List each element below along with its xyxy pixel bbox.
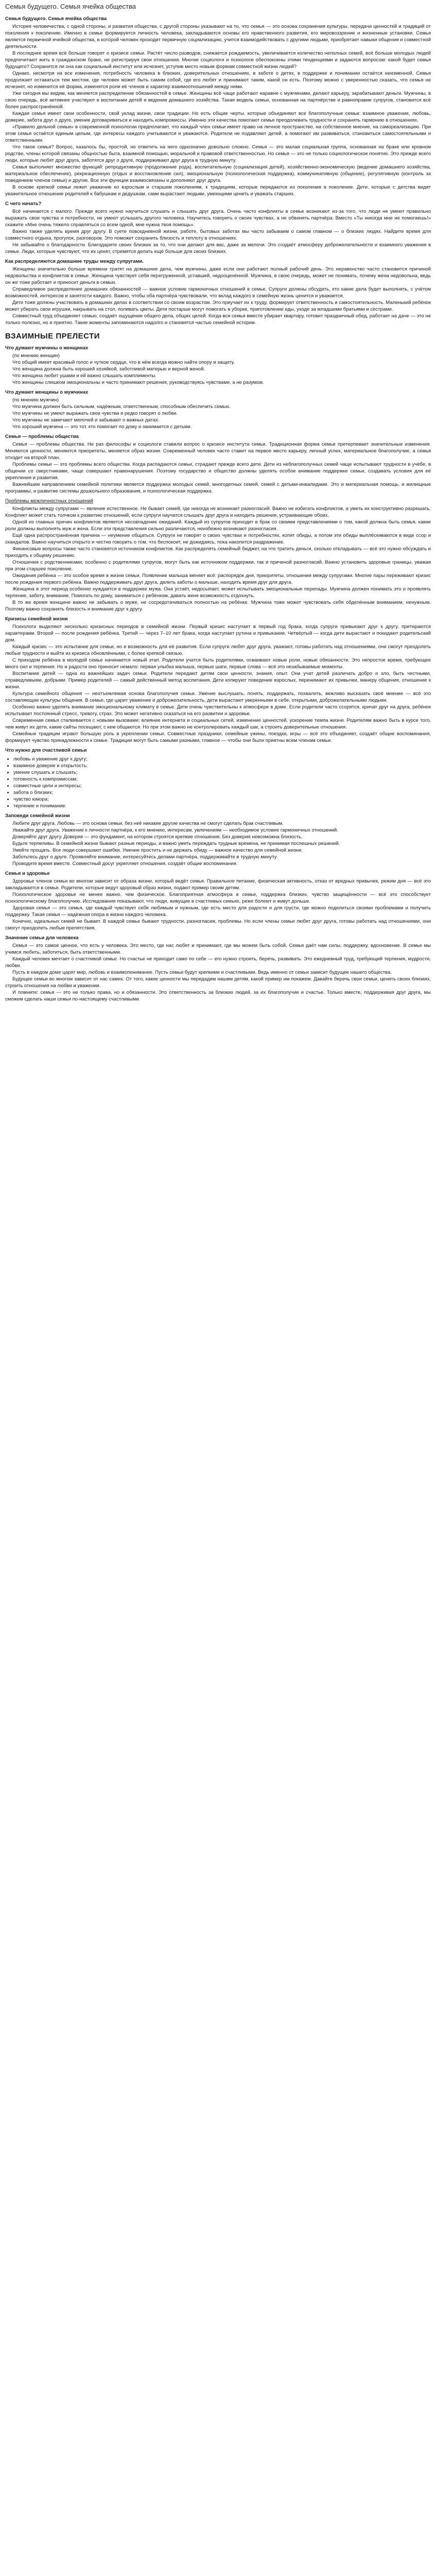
paragraph: Проводите время вместе. Совместный досуг укрепляет отношения, создаёт общие воспоминания. xyxy=(12,861,238,867)
paragraph: Конечно, идеальных семей не бывает. В каждой семье бывают трудности, разногласия, проблемы. Но если члены семьи любят друг друга, готовы работать над отношениями, они смогут преодолеть любые препятствия. xyxy=(5,919,431,931)
list-item: • взаимное доверие и открытость; xyxy=(13,762,431,769)
paragraph: Что мужчины не умеют выражать свои чувства и редко говорят о любви. xyxy=(12,411,178,416)
paragraph: Каждая семья имеет свои особенности, свой уклад жизни, свои традиции. Но есть общие черты, которые объединяют все благополучные семьи: взаимное уважение, любовь, доверие, забота друг о друге, умение договариваться и находить компромиссы. Именно эти качества помогают семье преодолевать трудности и сохранять гармонию в отношениях. xyxy=(5,111,431,123)
article-section xyxy=(5,870,431,931)
paragraph: «Правило дельной семьи» в современной психологии предполагает, что каждый член семьи имеет право на личное пространство, на собственное мнение, на самореализацию. При этом семья остаётся единым целым, где интересы каждого учитываются и уважаются. Родители не подавляют детей, а помогают им развиваться, становиться самостоятельными и ответственными. xyxy=(5,124,431,143)
section-heading: Кризисы семейной жизни xyxy=(5,616,68,622)
article-section xyxy=(5,389,431,430)
paragraph: Ещё одна распространённая причина — неумение общаться. Супруги не говорят о своих чувствах и потребностях, копят обиды, а потом эти обиды выплёскиваются в виде ссор и скандалов. Важно научиться открыто и честно говорить о том, что беспокоит, не дожидаясь, пока накопится раздражение. xyxy=(5,533,431,545)
article-section xyxy=(5,935,431,1003)
happy-family-list xyxy=(5,756,431,809)
paragraph: Умейте прощать. Все люди совершают ошибки. Умение простить и не держать обиду — важное качество для семейной жизни. xyxy=(12,848,303,853)
page-title: Семья будущего. Семья ячейка общества xyxy=(5,3,136,10)
paragraph: Доверяйте друг другу. Доверие — это фундамент, на котором строятся крепкие отношения. Без доверия невозможна близость. xyxy=(12,834,303,840)
paragraph: Проблемы семьи — это проблемы всего общества. Когда распадаются семьи, страдают прежде всего дети. Дети из неблагополучных семей чаще испытывают трудности в учёбе, в общении со сверстниками, чаще совершают правонарушения. Поэтому государство и общество должны уделять особое внимание поддержке семьи, создавать условия для её укрепления и развития. xyxy=(5,462,431,481)
article-section xyxy=(5,498,431,613)
section-heading: Что думают мужчины о женщинах xyxy=(5,345,89,351)
paragraph: Что женщины слишком эмоциональны и часто принимают решения, руководствуясь чувствами, а не разумом. xyxy=(12,380,264,385)
section-heading: Семья и здоровье xyxy=(5,871,50,876)
article-section xyxy=(5,812,431,867)
article-section xyxy=(5,200,431,255)
paragraph: Семья — это самое ценное, что есть у человека. Это место, где нас любят и принимают, где мы можем быть собой. Семья даёт нам силы, поддержку, вдохновение. В семье мы учимся любить, заботиться, быть ответственными. xyxy=(5,943,431,955)
paragraph: Женщины значительно больше времени тратят на домашние дела, чем мужчины, даже если они работают полный рабочий день. Это неравенство часто становится причиной недовольства и конфликтов в семье. Женщина чувствует себя перегруженной, уставшей, недооценённой. Мужчина, в свою очередь, может не понимать, почему жена недовольна, ведь он же тоже работает и приносит деньги в семью. xyxy=(5,266,431,285)
section-heading: Семья — проблемы общества xyxy=(5,434,79,439)
article-section xyxy=(5,331,431,342)
paragraph: Особенно важно уделять внимание эмоциональному климату в семье. Дети очень чувствительны к атмосфере в доме. Если родители часто ссорятся, кричат друг на друга, ребёнок испытывает постоянный стресс, тревогу, страх. Это может негативно сказаться на его развитии и здоровье. xyxy=(5,704,431,717)
paragraph: Здоровая семья — это семья, где каждый чувствует себя любимым и нужным, где есть место для радости и для грусти, где можно поделиться своими проблемами и получить поддержку. Такая семья — надёжная опора в жизни каждого человека. xyxy=(5,905,431,918)
paragraph: Всё начинается с малого. Прежде всего нужно научиться слушать и слышать друг друга. Очень часто конфликты в семье возникают из-за того, что люди не умеют правильно выражать свои чувства и потребности, не умеют услышать другого человека. Научитесь говорить о своих чувствах, а не обвинять партнёра. Вместо «Ты никогда мне не помогаешь!» скажите «Мне очень тяжело справляться со всем одной, мне нужна твоя помощь». xyxy=(5,209,431,228)
list-item: • забота о близких; xyxy=(13,789,431,796)
paragraph: Современная семья сталкивается с новыми вызовами: влияние интернета и социальных сетей, изменение ценностей, ускорение темпа жизни. Родителям важно быть в курсе того, чем живут их дети, какие сайты посещают, с кем общаются. Но при этом важно не контролировать каждый шаг, а строить доверительные отношения. xyxy=(5,718,431,730)
paragraph: Однако, несмотря на все изменения, потребность человека в близких, доверительных отношениях, в заботе о детях, в поддержке и понимании остаётся неизменной. Семья продолжает оставаться тем местом, где человек может быть самим собой, где его любят и принимают таким, какой он есть. Поэтому можно с уверенностью сказать, что семья не исчезнет, но изменится её форма, изменятся роли её членов и характер взаимоотношений между ними. xyxy=(5,71,431,90)
article-section xyxy=(5,258,431,326)
section-heading: Проблемы межличностных отношений xyxy=(5,498,93,504)
paragraph: Не забывайте о благодарности. Благодарите своих близких за то, что они делают для вас, даже за мелочи. Это создаёт атмосферу доброжелательности и взаимного уважения в семье. Люди, которые чувствуют, что их ценят, стремятся делать ещё больше для своих близких. xyxy=(5,242,431,255)
list-item: • готовность к компромиссам; xyxy=(13,776,431,783)
paragraph: Дети тоже должны участвовать в домашних делах в соответствии со своим возрастом. Это приучает их к труду, формирует ответственность и самостоятельность. Маленький ребёнок может убирать свои игрушки, накрывать на стол, поливать цветы. Дети постарше могут помогать в уборке, приготовлении еды, уходе за младшими братьями и сёстрами. xyxy=(5,300,431,312)
paragraph: Что женщина любит ушами и ей важно слышать комплименты. xyxy=(12,373,156,379)
article-body xyxy=(5,15,431,1003)
paragraph: Что хороший мужчина — это тот, кто помогает по дому и занимается с детьми. xyxy=(12,424,192,430)
paragraph: Каждый человек мечтает о счастливой семье. Но счастье не приходит само по себе — его нужно строить, беречь, развивать. Это ежедневный труд, требующий терпения, мудрости, любви. xyxy=(5,956,431,969)
paragraph: Справедливое распределение домашних обязанностей — важное условие гармоничных отношений в семье. Супруги должны обсудить, кто какие дела будет выполнять, с учётом возможностей, интересов и занятости каждого. Важно, чтобы оба партнёра чувствовали, что вклад каждого в семейную жизнь ценится и уважается. xyxy=(5,286,431,299)
article-section xyxy=(5,433,431,495)
paragraph: Совместный труд объединяет семью, создаёт ощущение общего дела, общих целей. Когда вся семья вместе убирает квартиру, готовит праздничный обед, работает на даче — это не только полезно, но и приятно. Такие моменты запоминаются надолго и становятся частью семейной истории. xyxy=(5,313,431,326)
section-heading: Семья будущего. Семья ячейка общества xyxy=(5,16,107,22)
paragraph: Заботьтесь друг о друге. Проявляйте внимание, интересуйтесь делами партнёра, поддерживайте в трудную минуту. xyxy=(12,854,278,860)
paragraph: Что женщина должна быть хорошей хозяйкой, заботливой матерью и верной женой. xyxy=(12,366,205,372)
article-section xyxy=(5,345,431,386)
paragraph: В основе крепкой семьи лежит уважение ко взрослым и старшим поколениям, к традициям, которые передаются из поколения в поколение. Дети, которые с детства видят уважительное отношение родителей к бабушкам и дедушкам, сами вырастают людьми, умеющими ценить и уважать старших. xyxy=(5,184,431,197)
section-heading: Заповеди семейной жизни xyxy=(5,813,70,819)
paragraph: Семья — проблемы общества. Не раз философы и социологи ставили вопрос о кризисе института семьи. Традиционная форма семьи претерпевает значительные изменения. Меняются ценности, меняются приоритеты, меняется образ жизни. Современный человек часто ставит на первое место карьеру, личный успех, материальное благополучие, а семья отходит на второй план. xyxy=(5,442,431,461)
paragraph: Психологическое здоровье не менее важно, чем физическое. Благоприятная атмосфера в семье, поддержка близких, чувство защищённости — всё это способствует психологическому благополучию. Исследования показывают, что люди, живущие в счастливых семьях, реже болеют и живут дольше. xyxy=(5,892,431,904)
section-heading: Значение семьи для человека xyxy=(5,935,79,941)
paragraph: Пусть в каждом доме царят мир, любовь и взаимопонимание. Пусть семьи будут крепкими и счастливыми. Ведь именно от семьи зависит будущее нашего общества. xyxy=(12,970,392,975)
paragraph: Уже сегодня мы видим, как меняется распределение обязанностей в семье. Женщины всё чаще работают наравне с мужчинами, делают карьеру, зарабатывают деньги. Мужчины, в свою очередь, всё активнее участвуют в воспитании детей и ведении домашнего хозяйства. Такая модель семьи, основанная на партнёрстве и равноправии супругов, становится всё более распространённой. xyxy=(5,91,431,110)
paragraph: Любите друг друга. Любовь — это основа семьи, без неё никакие другие качества не смогут сделать брак счастливым. xyxy=(12,821,284,826)
section-heading: С чего начать? xyxy=(5,201,42,207)
paragraph: Конфликты между супругами — явление естественное. Не бывает семей, где никогда не возникает разногласий. Важно не избегать конфликтов, а уметь их конструктивно разрешать. Конфликт может стать толчком к развитию отношений, если супруги научатся слышать друг друга и находить решения, устраивающие обоих. xyxy=(5,506,431,518)
paragraph: И помните: семья — это не только права, но и обязанности. Это ответственность за близких людей, за их благополучие и счастье. Только вместе, поддерживая друг друга, мы сможем сделать наши семьи по-настоящему счастливыми. xyxy=(5,990,431,1002)
paragraph: Будущее семьи во многом зависит от нас самих. От того, какие ценности мы передадим нашим детям, какой пример им покажем. Давайте беречь свои семьи, ценить своих близких, строить отношения на любви и уважении. xyxy=(5,976,431,989)
paragraph: История человечества, с одной стороны, и развития общества, с другой стороны указывают на то, что семья — это основа сохранения культуры, передачи ценностей и традиций от поколения к поколению. Именно в семье формируется личность человека, закладываются основы его нравственного развития, его мировоззрение и жизненные установки. Семья является первичной ячейкой общества, в которой человек проходит первичную социализацию, учится взаимодействовать с другими людьми, приобретает навыки общения и совместной деятельности. xyxy=(5,24,431,49)
list-item: • совместные цели и интересы; xyxy=(13,783,431,789)
paragraph: С приходом ребёнка в молодой семье начинается новый этап. Родители учатся быть родителями, осваивают новые роли, новые обязанности. Это непростое время, требующее много сил и терпения. Но и радости оно приносит немало: первая улыбка малыша, первые шаги, первые слова — всё это незабываемые моменты. xyxy=(5,657,431,670)
paragraph: Здоровье членов семьи во многом зависит от образа жизни, который ведёт семья. Правильное питание, физическая активность, отказ от вредных привычек, режим дня — всё это закладывается в семье. Родители, которые ведут здоровый образ жизни, подают пример своим детям. xyxy=(5,878,431,891)
paragraph: Финансовые вопросы также часто становятся источником конфликтов. Как распределять семейный бюджет, на что тратить деньги, сколько откладывать — всё это нужно обсуждать и приходить к общему решению. xyxy=(5,546,431,558)
paragraph: Ожидания ребёнка — это особое время в жизни семьи. Появление малыша меняет всё: распорядок дня, приоритеты, отношения между супругами. Многие пары переживают кризис после рождения первого ребёнка. Важно поддерживать друг друга, делить заботы о малыше, находить время друг для друга. xyxy=(5,573,431,585)
paragraph: Воспитание детей — одна из важнейших задач семьи. Родители передают детям свои ценности, знания, опыт. Они учат детей различать добро и зло, быть честными, справедливыми, добрыми. Пример родителей — самый действенный метод воспитания. Дети копируют поведение взрослых, перенимают их привычки, манеру общения, отношение к жизни. xyxy=(5,671,431,690)
section-heading: Что думают женщины о мужчинах xyxy=(5,389,89,395)
paragraph: Будьте терпеливы. В семейной жизни бывают разные периоды, и важно уметь переждать трудные времена, не принимая поспешных решений. xyxy=(12,841,340,846)
paragraph: Уважайте друг друга. Уважение к личности партнёра, к его мнению, интересам, увлечениям — необходимое условие гармоничных отношений. xyxy=(12,827,338,833)
paragraph: В то же время женщине важно не забывать о муже, не сосредотачиваться полностью на ребёнке. Мужчина тоже может чувствовать себя обделённым вниманием, ненужным. Поэтому важно сохранять близость и внимание друг к другу. xyxy=(5,600,431,612)
section-heading: Что нужно для счастливой семьи xyxy=(5,748,87,753)
paragraph: В последнее время всё больше говорят о кризисе семьи. Растёт число разводов, снижается рождаемость, увеличивается количество неполных семей, всё больше молодых людей предпочитают жить в гражданском браке, не регистрируя свои отношения. Многие социологи и психологи обеспокоены этими тенденциями и задаются вопросом: какой будет семья будущего? Сохранится ли она как социальный институт или исчезнет, уступив место новым формам совместной жизни людей? xyxy=(5,50,431,70)
paragraph: Культура семейного общения — неотъемлемая основа благополучия семьи. Умение выслушать, понять, поддержать, похвалить, вежливо высказать своё мнение — всё это составляющие культуры общения. В семье, где царит уважение и доброжелательность, дети вырастают уверенными в себе, открытыми, доброжелательными людьми. xyxy=(5,691,431,703)
paragraph: Женщина в этот период особенно нуждается в поддержке мужа. Она устаёт, недосыпает, может испытывать эмоциональные перепады. Мужчина должен понимать это и проявлять терпение, заботу, внимание. Помогать по дому, заниматься с ребёнком, давать жене возможность отдохнуть. xyxy=(5,586,431,599)
list-item: • чувство юмора; xyxy=(13,796,431,803)
paragraph: Отношения с родственниками, особенно с родителями супругов, могут быть как источником поддержки, так и причиной разногласий. Важно установить здоровые границы, уважая при этом старшее поколение. xyxy=(5,560,431,572)
article-section xyxy=(5,747,431,754)
article-section xyxy=(5,15,431,197)
paragraph: (по мнению мужчин) xyxy=(12,397,59,403)
paragraph: Одной из главных причин конфликтов является несовпадение ожиданий. Каждый из супругов приходит в брак со своими представлениями о том, какой должна быть семья, какие роли должны выполнять муж и жена. Если эти представления сильно различаются, неизбежно возникают разногласия. xyxy=(5,519,431,532)
paragraph: Семейные традиции играют большую роль в укреплении семьи. Совместные праздники, семейные ужины, поездки, игры — всё это объединяет, создаёт общие воспоминания, формирует чувство принадлежности к семье. Традиции могут быть самыми разными, главное — чтобы они были приятны всем членам семьи. xyxy=(5,731,431,743)
paragraph: Психологи выделяют несколько кризисных периодов в семейной жизни. Первый кризис наступает в первый год брака, когда супруги привыкают друг к другу, притираются характерами. Второй — после рождения ребёнка. Третий — через 7–10 лет брака, когда наступает рутина и привыкание. Четвёртый — когда дети вырастают и покидают родительский дом. xyxy=(5,624,431,643)
list-item: • умение слушать и слышать; xyxy=(13,769,431,776)
article-section xyxy=(5,616,431,744)
paragraph: Семья выполняет множество функций: репродуктивную (продолжение рода), воспитательную (социализация детей), хозяйственно-экономическую (ведение домашнего хозяйства, материальное обеспечение), рекреационную (отдых и восстановление сил), эмоциональную (психологическая поддержка), коммуникативную (общение), регулятивную (контроль за поведением членов семьи) и другие. Все эти функции взаимосвязаны и дополняют друг друга. xyxy=(5,164,431,183)
paragraph: Что мужчины не замечают мелочей и забывают о важных датах. xyxy=(12,417,160,423)
paragraph: Что мужчина должен быть сильным, надёжным, ответственным, способным обеспечить семью. xyxy=(12,404,231,410)
list-item: • любовь и уважение друг к другу; xyxy=(13,756,431,762)
document-page xyxy=(0,0,436,1010)
paragraph: Важнейшим направлением семейной политики является поддержка молодых семей, многодетных семей, семей с детьми-инвалидами. Это и материальная помощь, и жилищные программы, и развитие системы дошкольного образования, и психологическая поддержка. xyxy=(5,482,431,494)
paragraph: Важно также уделять время друг другу. В суете повседневной жизни, работе, бытовых заботах мы часто забываем о самом главном — о близких людях. Найдите время для совместного отдыха, прогулок, разговоров. Это поможет сохранить близость и теплоту в отношениях. xyxy=(5,229,431,241)
paragraph: Что такое семья? Вопрос, казалось бы, простой, но ответить на него однозначно довольно сложно. Семья — это малая социальная группа, основанная на браке или кровном родстве, члены которой связаны общностью быта, взаимной помощью, моральной и правовой ответственностью. Но семья — это не только социологическое понятие. Это прежде всего люди, которые любят друг друга, заботятся друг о друге, поддерживают друг друга в трудную минуту. xyxy=(5,144,431,163)
paragraph: Что общий имеет красивый голос и чуткое сердце, что в нём всегда можно найти опору и защиту. xyxy=(12,360,235,365)
paragraph: (по мнению женщин) xyxy=(12,353,60,359)
list-item: • терпение и понимание. xyxy=(13,803,431,809)
section-heading: ВЗАИМНЫЕ ПРЕЛЕСТИ xyxy=(5,332,100,341)
paragraph: Каждый кризис — это испытание для семьи, но и возможность для её развития. Если супруги любят друг друга, уважают, готовы работать над отношениями, они смогут преодолеть любые трудности и выйти из кризиса обновлёнными, с более крепкой связью. xyxy=(5,644,431,656)
section-heading: Как распределяются домашние труды между супругами. xyxy=(5,259,144,264)
